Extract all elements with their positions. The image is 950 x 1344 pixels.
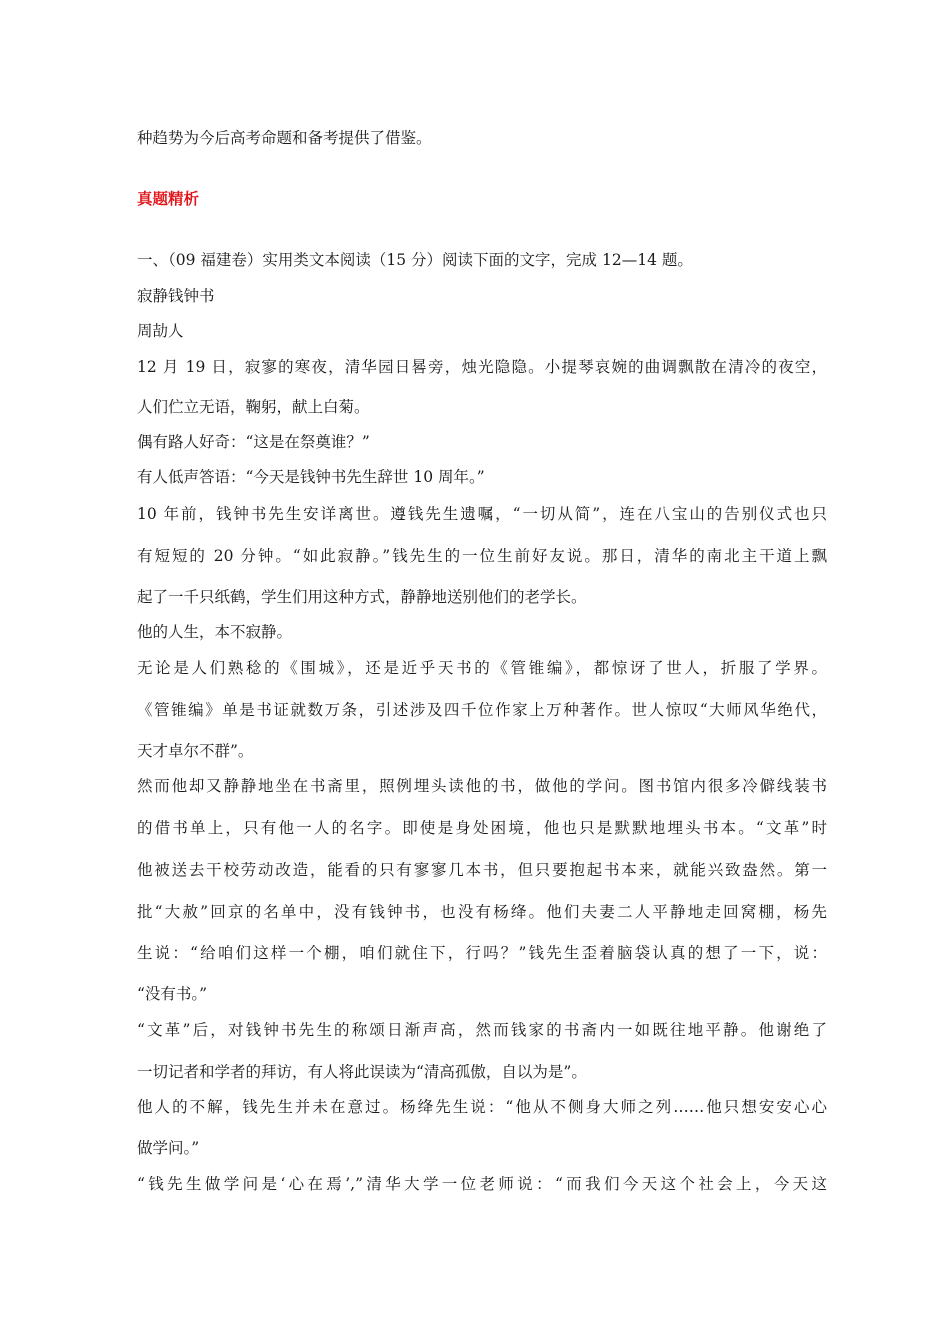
text-line: 他被送去干校劳动改造，能看的只有寥寥几本书，但只要抱起书本来，就能兴致盎然。第一	[137, 861, 827, 879]
text-line: 一切记者和学者的拜访，有人将此误读为“清高孤傲，自以为是”。	[137, 1063, 587, 1081]
text-line: 10 年前，钱钟书先生安详离世。遵钱先生遗嘱，“一切从简”，连在八宝山的告别仪式也只	[137, 505, 827, 523]
text-line: 他的人生，本不寂静。	[137, 623, 293, 641]
text-line: 《管锥编》单是书证就数万条，引述涉及四千位作家上万种著作。世人惊叹“大师风华绝代，	[137, 701, 827, 719]
text-line: 天才卓尔不群”。	[137, 742, 254, 760]
text-line: 然而他却又静静地坐在书斋里，照例埋头读他的书，做他的学问。图书馆内很多冷僻线装书	[137, 777, 827, 795]
article-author: 周劼人	[137, 322, 184, 340]
text-line: 生说：“给咱们这样一个棚，咱们就住下，行吗？”钱先生歪着脑袋认真的想了一下，说：	[137, 944, 827, 962]
text-line: 12 月 19 日，寂寥的寒夜，清华园日晷旁，烛光隐隐。小提琴哀婉的曲调飘散在清冷的夜空，	[137, 358, 827, 376]
text-line: 起了一千只纸鹤，学生们用这种方式，静静地送别他们的老学长。	[137, 588, 587, 606]
text-line: 批“大赦”回京的名单中，没有钱钟书，也没有杨绛。他们夫妻二人平静地走回窝棚，杨先	[137, 903, 827, 921]
section-heading: 真题精析	[137, 190, 200, 208]
text-line: 偶有路人好奇：“这是在祭奠谁？”	[137, 433, 370, 451]
text-line: 做学问。”	[137, 1139, 200, 1157]
text-line: “钱先生做学问是‘心在焉’,”清华大学一位老师说：“而我们今天这个社会上，今天这	[137, 1175, 827, 1193]
text-line: 无论是人们熟稔的《围城》，还是近乎天书的《管锥编》，都惊讶了世人，折服了学界。	[137, 659, 827, 677]
question-intro: 一、（09 福建卷）实用类文本阅读（15 分）阅读下面的文字，完成 12—14 题。	[137, 251, 693, 269]
article-title: 寂静钱钟书	[137, 287, 215, 305]
text-line: “没有书。”	[137, 985, 208, 1003]
text-line: 他人的不解，钱先生并未在意过。杨绛先生说：“他从不侧身大师之列……他只想安安心心	[137, 1098, 827, 1116]
text-line: “文革”后，对钱钟书先生的称颂日渐声高，然而钱家的书斋内一如既往地平静。他谢绝了	[137, 1021, 827, 1039]
text-line: 有人低声答语：“今天是钱钟书先生辞世 10 周年。”	[137, 468, 485, 486]
text-line: 人们伫立无语，鞠躬，献上白菊。	[137, 398, 370, 416]
text-line: 有短短的 20 分钟。“如此寂静。”钱先生的一位生前好友说。那日，清华的南北主干道上飘	[137, 547, 827, 565]
text-line: 种趋势为今后高考命题和备考提供了借鉴。	[137, 129, 432, 147]
text-line: 的借书单上，只有他一人的名字。即使是身处困境，他也只是默默地埋头书本。“文革”时	[137, 819, 827, 837]
